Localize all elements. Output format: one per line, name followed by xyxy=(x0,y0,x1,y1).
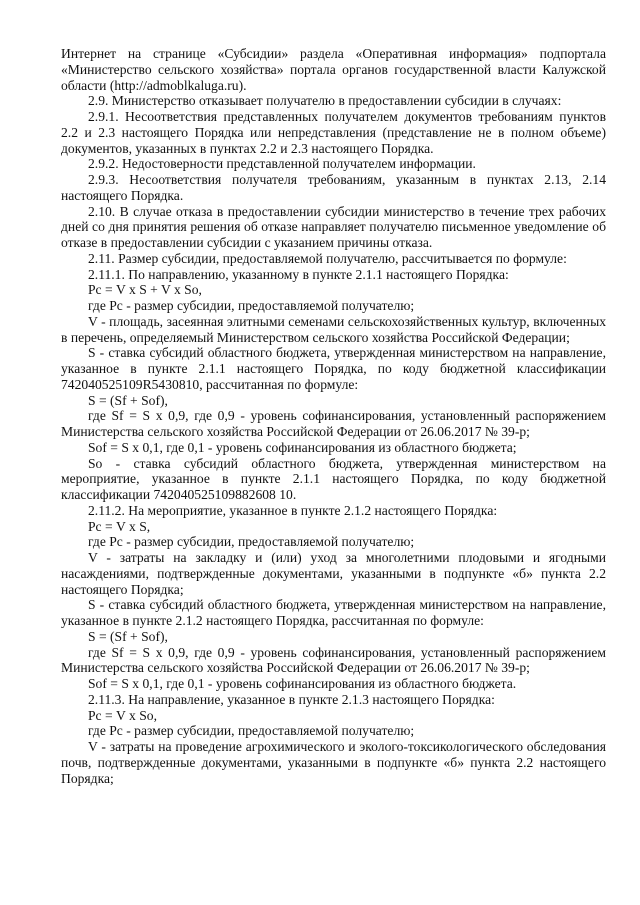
formula-pc-3: Рс = V х So, xyxy=(88,707,157,723)
paragraph-2-11-1: 2.11.1. По направлению, указанному в пункте 2.1.1 настоящего Порядка: xyxy=(88,266,509,282)
paragraph-2-11-3: 2.11.3. На направление, указанное в пункте 2.1.3 настоящего Порядка: xyxy=(88,691,495,707)
definition-pc-3: где Рс - размер субсидии, предоставляемой получателю; xyxy=(88,723,415,739)
definition-s-1: S - ставка субсидий областного бюджета, утвержденная министерством на направление, указанное в пункте 2.1.1 настоящего Порядка, по коду бюджетной классификации 742040525109R5430810, рассчитанная по формуле: xyxy=(61,345,606,392)
definition-v-2: V - затраты на закладку и (или) уход за многолетними плодовыми и ягодными насаждениями, подтвержденные документами, указанными в подпункте «б» пункта 2.2 настоящего Порядка; xyxy=(61,550,606,597)
paragraph-2-9: 2.9. Министерство отказывает получателю в предоставлении субсидии в случаях: xyxy=(88,93,562,109)
definition-sof-1: Sof = S х 0,1, где 0,1 - уровень софинансирования из областного бюджета; xyxy=(88,439,517,455)
paragraph-2-9-3: 2.9.3. Несоответствия получателя требованиям, указанным в пунктах 2.13, 2.14 настоящего Порядка. xyxy=(61,172,606,203)
paragraph-2-9-1: 2.9.1. Несоответствия представленных получателем документов требованиям пунктов 2.2 и 2.3 настоящего Порядка или непредставления (представление не в полном объеме) документов, указанных в пунктах 2.2 и 2.3 настоящего Порядка. xyxy=(61,109,606,156)
paragraph-2-11: 2.11. Размер субсидии, предоставляемой получателю, рассчитывается по формуле: xyxy=(88,250,567,266)
formula-s-1: S = (Sf + Sof), xyxy=(88,392,168,408)
formula-pc-2: Рс = V х S, xyxy=(88,518,151,534)
definition-v-3: V - затраты на проведение агрохимического и эколого-токсикологического обследования почв, подтвержденные документами, указанными в подпункте «б» пункта 2.2 настоящего Порядка; xyxy=(61,739,606,786)
definition-pc-2: где Рс - размер субсидии, предоставляемой получателю; xyxy=(88,534,415,550)
definition-sof-2: Sof = S х 0,1, где 0,1 - уровень софинансирования из областного бюджета. xyxy=(88,676,517,691)
definition-so-1: So - ставка субсидий областного бюджета, утвержденная министерством на мероприятие, указанное в пункте 2.1.1 настоящего Порядка, по коду бюджетной классификации 742040525109882608 10. xyxy=(61,455,606,502)
definition-sf-2: где Sf = S х 0,9, где 0,9 - уровень софинансирования, установленный распоряжением Министерства сельского хозяйства Российской Федерации от 26.06.2017 № 39-р; xyxy=(61,644,606,676)
paragraph-intro: Интернет на странице «Субсидии» раздела «Оперативная информация» подпортала «Министерство сельского хозяйства» портала органов государственной власти Калужской области (http://admoblkaluga.ru). xyxy=(61,46,606,93)
definition-sf-1: где Sf = S х 0,9, где 0,9 - уровень софинансирования, установленный распоряжением Министерства сельского хозяйства Российской Федерации от 26.06.2017 № 39-р; xyxy=(61,408,606,439)
definition-v-1: V - площадь, засеянная элитными семенами сельскохозяйственных культур, включенных в перечень, определяемый Министерством сельского хозяйства Российской Федерации; xyxy=(61,313,606,345)
paragraph-2-11-2: 2.11.2. На мероприятие, указанное в пункте 2.1.2 настоящего Порядка: xyxy=(88,502,498,518)
definition-pc-1: где Рс - размер субсидии, предоставляемой получателю; xyxy=(88,298,415,313)
formula-s-2: S = (Sf + Sof), xyxy=(88,628,168,644)
definition-s-2: S - ставка субсидий областного бюджета, утвержденная министерством на направление, указанное в пункте 2.1.2 настоящего Порядка, рассчитанная по формуле: xyxy=(61,597,606,628)
paragraph-2-10: 2.10. В случае отказа в предоставлении субсидии министерство в течение трех рабочих дней со дня принятия решения об отказе направляет получателю письменное уведомление об отказе в предоставлении субсидии с указанием причины отказа. xyxy=(61,203,606,250)
paragraph-2-9-2: 2.9.2. Недостоверности представленной получателем информации. xyxy=(88,156,476,172)
formula-pc-1: Рс = V х S + V х So, xyxy=(88,282,202,298)
